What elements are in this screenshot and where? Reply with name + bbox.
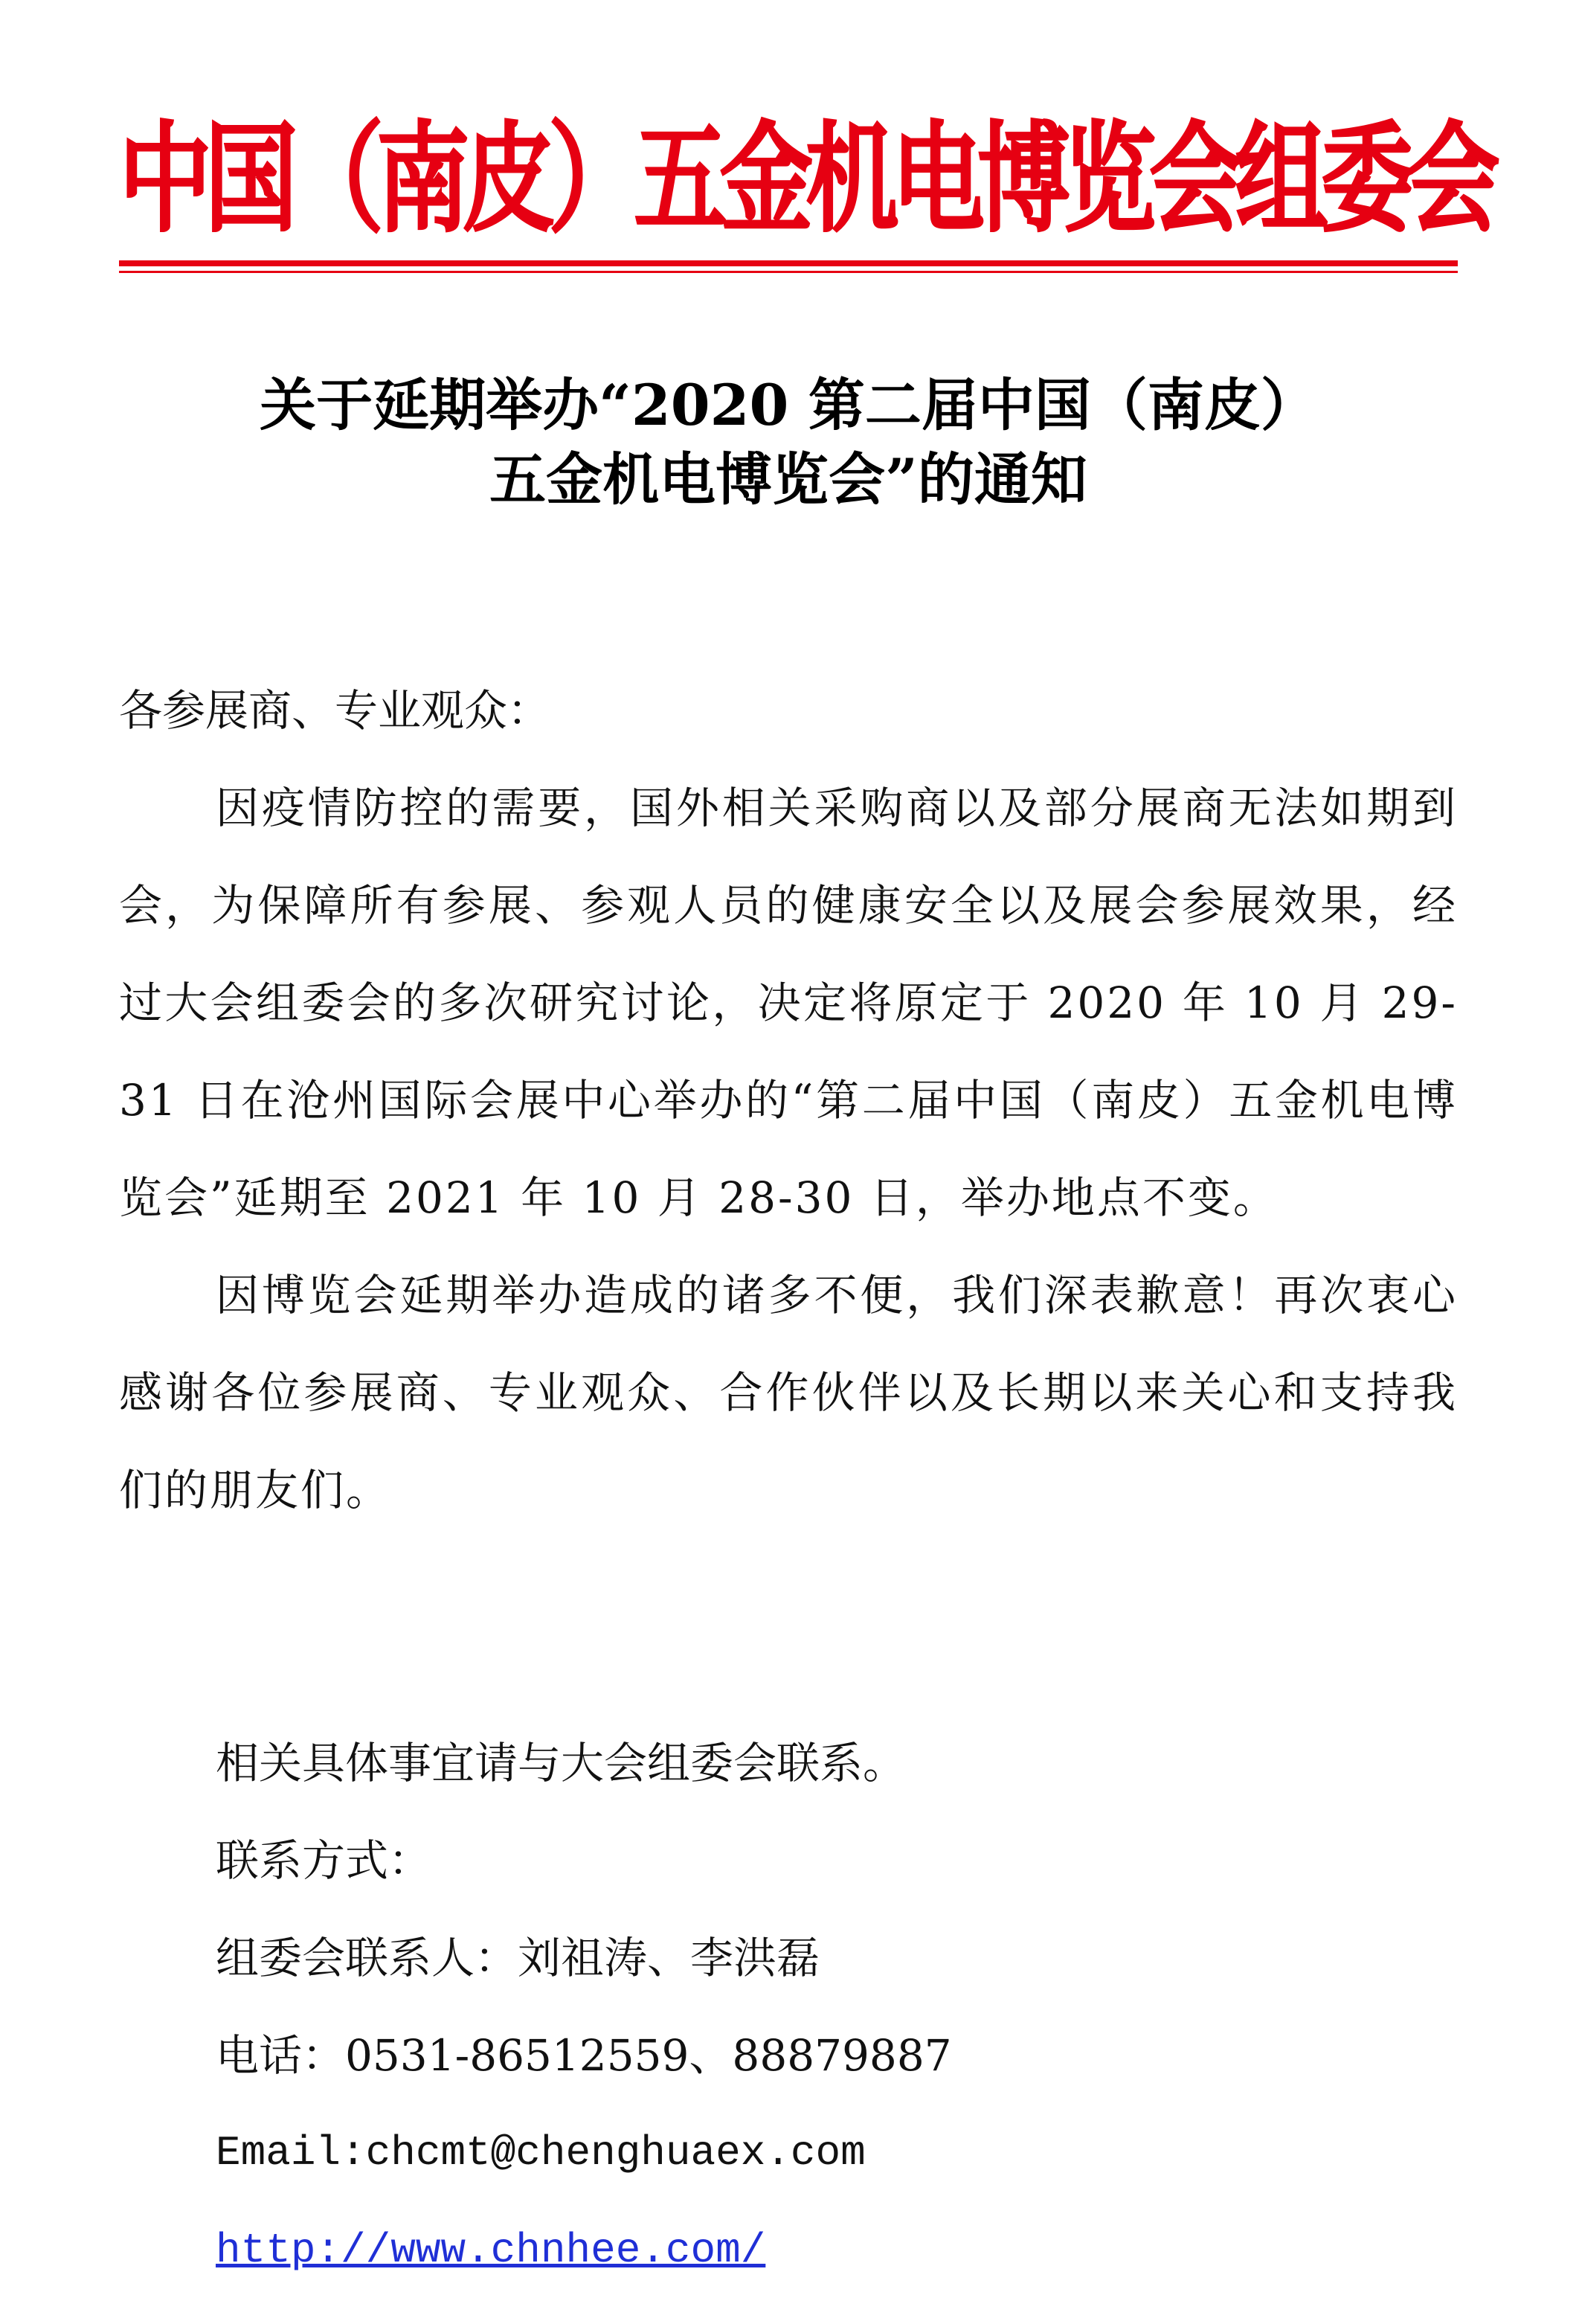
header-rule-thin xyxy=(119,271,1458,273)
contact-email: Email:chcmt@chenghuaex.com xyxy=(216,2129,866,2177)
contact-persons: 组委会联系人：刘祖涛、李洪磊 xyxy=(216,1933,820,1983)
salutation: 各参展商、专业观众： xyxy=(119,685,551,736)
notice-title xyxy=(89,368,1488,517)
paragraph-apology: 因博览会延期举办造成的诸多不便，我们深表歉意！再次衷心感谢各位参展商、专业观众、合作伙伴以及长期以来关心和支持我们的朋友们。 xyxy=(119,1270,1458,1515)
notice-title-line-2: 五金机电博览会”的通知 xyxy=(489,446,1087,513)
contact-website-line xyxy=(216,2202,1480,2299)
header-rule-thick xyxy=(119,260,1458,266)
notice-title-line-1: 关于延期举办“2020 第二届中国（南皮） xyxy=(260,372,1317,438)
contact-section xyxy=(216,1715,1480,2299)
contact-method-label: 联系方式： xyxy=(216,1835,432,1886)
organization-letterhead: 中国（南皮）五金机电博览会组委会 xyxy=(119,109,1493,248)
contact-phone: 电话：0531-86512559、88879887 xyxy=(216,2030,952,2081)
notice-body xyxy=(119,662,1458,1539)
contact-intro: 相关具体事宜请与大会组委会联系。 xyxy=(216,1738,907,1788)
website-link[interactable]: http://www.chnhee.com/ xyxy=(216,2227,766,2274)
paragraph-postponement: 因疫情防控的需要，国外相关采购商以及部分展商无法如期到会，为保障所有参展、参观人员的健康安全以及展会参展效果，经过大会组委会的多次研究讨论，决定将原定于 2020 年 10 月 29-31 日在沧州国际会展中心举办的“第二届中国（南皮）五金机电博览会”延期至 2021 年 10 月 28-30 日，举办地点不变。 xyxy=(119,783,1458,1223)
